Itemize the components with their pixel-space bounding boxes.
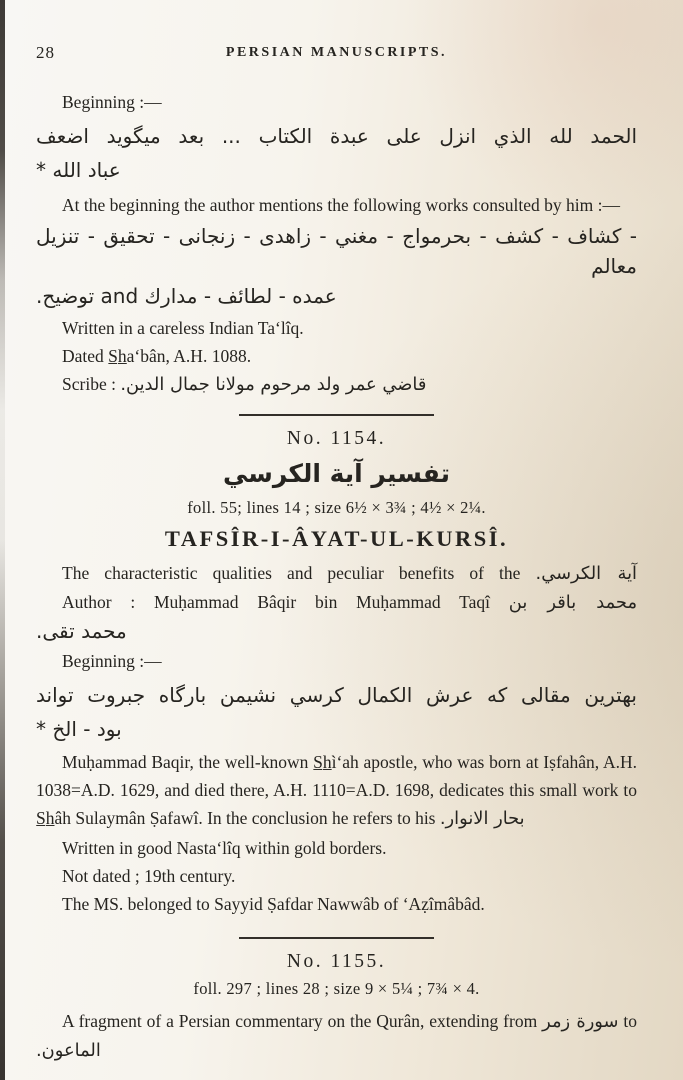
description-text: The characteristic qualities and peculiar benefits of the: [62, 563, 521, 583]
page-header: [36, 0, 637, 67]
entry-number-1154: No. 1154.: [286, 428, 387, 449]
works-list-arabic-line2: عمده - لطائف - مدارك and توضيح.: [36, 284, 337, 308]
scribe-name-arabic: قاضي عمر ولد مرحوم مولانا جمال الدين.: [120, 374, 427, 395]
fragment-from-arabic: سورة زمر: [542, 1011, 619, 1032]
script-note: Written in a careless Indian Ta‘lîq.: [62, 318, 304, 338]
scribe-label: Scribe :: [62, 374, 121, 394]
works-list-arabic-line1: - كشاف - كشف - بحرمواج - مغني - زاهدى - زنجانى - تحقيق - تنزيل معالم: [36, 224, 637, 278]
provenance-note: The MS. belonged to Sayyid Ṣafdar Nawwâb of ‘Aẓîmâbâd.: [62, 894, 485, 914]
entry-title-arabic: تفسير آية الكرسي: [222, 459, 451, 488]
description-line: [36, 560, 637, 587]
biography-arabic: بحار الانوار.: [439, 808, 525, 829]
date-note-1154: Not dated ; 19th century.: [62, 866, 236, 886]
works-consulted-paragraph: At the beginning the author mentions the following works consulted by him :—: [62, 195, 620, 215]
running-header: PERSIAN MANUSCRIPTS.: [225, 45, 448, 60]
collation-line-1154: foll. 55; lines 14 ; size 6½ × 3¾ ; 4½ × 2¼.: [187, 498, 486, 517]
collation-line-1155: foll. 297 ; lines 28 ; size 9 × 5¼ ; 7¾ × 4.: [193, 979, 480, 998]
biography-text: Muḥammad Baqir, the well-known S̲h̲ì‘ah apostle, who was born at Iṣfahân, A.H. 1038=A.D. 1629, and died there, A.H. 1110=A.D. 1698, dedicates this small work to S̲h̲âh Sulaymân Ṣafawî. In the conclusion he refers to his: [36, 752, 637, 828]
page-number: 28: [36, 43, 55, 62]
entry-title-latin: TAFSÎR-I-ÂYAT-UL-KURSÎ.: [164, 526, 509, 551]
beginning-quote-arabic-continuation: عباد الله *: [36, 158, 121, 182]
scribe-line: [36, 371, 637, 398]
biography-paragraph: [36, 748, 637, 833]
fragment-paragraph: [36, 1007, 637, 1065]
beginning-label: Beginning :—: [62, 92, 162, 112]
fragment-text: A fragment of a Persian commentary on the Qurân, extending from: [62, 1011, 538, 1031]
section-divider-2: [239, 937, 434, 939]
date-note: Dated S̲h̲a‘bân, A.H. 1088.: [62, 346, 252, 366]
author-text: Author : Muḥammad Bâqir bin Muḥammad Taqî: [62, 592, 490, 612]
beginning-quote-arabic: الحمد لله الذي انزل على عبدة الكتاب ... بعد ميگويد اضعف: [36, 124, 637, 148]
author-name-arabic-continuation: محمد تقى.: [36, 619, 127, 643]
fragment-to-arabic: الماعون.: [36, 1040, 101, 1061]
description-arabic: آية الكرسي.: [535, 563, 638, 584]
beginning-quote-arabic-1154-continuation: بود - الخ *: [36, 717, 122, 741]
entry-number-1155: No. 1155.: [286, 951, 387, 972]
script-note-1154: Written in good Nasta‘lîq within gold borders.: [62, 838, 387, 858]
beginning-quote-arabic-1154: بهترين مقالى كه عرش الكمال كرسي نشيمن بارگاه جبروت تواند: [36, 683, 637, 707]
page-content: [36, 0, 637, 1065]
section-divider: [239, 414, 434, 416]
author-name-arabic: محمد باقر بن: [508, 592, 638, 613]
scan-edge-shadow: [0, 0, 5, 1080]
fragment-connector: to: [623, 1011, 638, 1031]
author-line: [36, 589, 637, 616]
beginning-label-1154: Beginning :—: [62, 651, 162, 671]
